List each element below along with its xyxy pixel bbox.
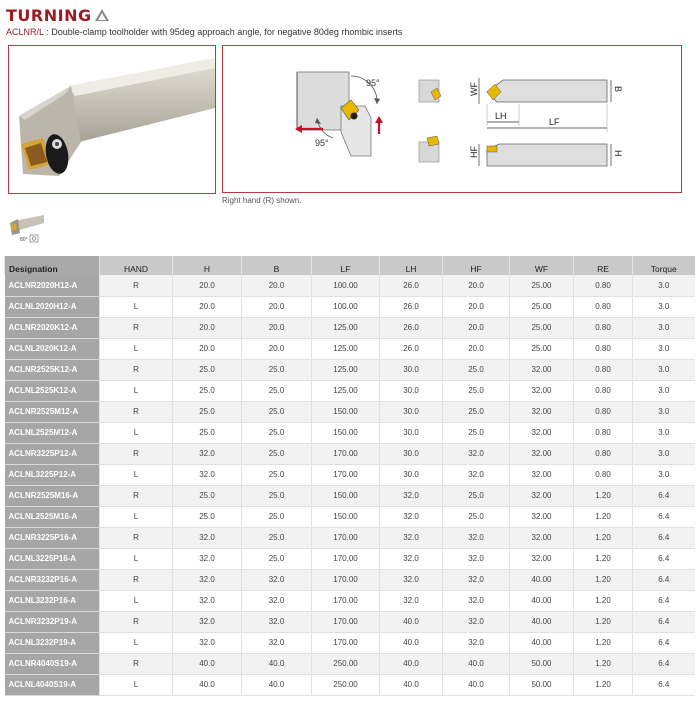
table-body (5, 275, 695, 695)
cell-re: 0.80 (574, 380, 633, 401)
cell-b: 25.0 (242, 359, 312, 380)
cell-lh: 32.0 (380, 548, 443, 569)
cell-lf: 125.00 (312, 380, 380, 401)
cell-lh: 32.0 (380, 590, 443, 611)
cell-hand: R (100, 569, 173, 590)
product-code: ACLNR/L (6, 27, 44, 37)
cell-h: 20.0 (173, 296, 242, 317)
header-lf: LF (312, 256, 380, 275)
dim-wf-label: WF (469, 82, 479, 96)
cell-wf: 40.00 (510, 569, 574, 590)
table-header-row (5, 256, 695, 275)
cell-designation: ACLNL3225P12-A (5, 464, 100, 485)
cell-h: 32.0 (173, 590, 242, 611)
table-row (5, 548, 695, 569)
cell-re: 1.20 (574, 611, 633, 632)
cell-lh: 40.0 (380, 653, 443, 674)
cell-torque: 6.4 (633, 590, 695, 611)
cell-b: 25.0 (242, 527, 312, 548)
table-row (5, 506, 695, 527)
cell-b: 40.0 (242, 674, 312, 695)
cell-h: 40.0 (173, 653, 242, 674)
brand-logo (6, 6, 110, 24)
cell-hand: R (100, 443, 173, 464)
cell-hf: 25.0 (443, 506, 510, 527)
cell-hand: L (100, 464, 173, 485)
spec-table (4, 256, 695, 696)
cell-hf: 40.0 (443, 653, 510, 674)
cell-wf: 40.00 (510, 632, 574, 653)
cell-designation: ACLNL2525M16-A (5, 506, 100, 527)
cell-re: 0.80 (574, 422, 633, 443)
cell-torque: 6.4 (633, 548, 695, 569)
cell-torque: 3.0 (633, 464, 695, 485)
cell-lf: 100.00 (312, 275, 380, 296)
cell-hf: 32.0 (443, 527, 510, 548)
cell-b: 32.0 (242, 569, 312, 590)
table-row (5, 653, 695, 674)
cell-hand: L (100, 590, 173, 611)
cell-re: 0.80 (574, 464, 633, 485)
cell-lh: 26.0 (380, 275, 443, 296)
dim-lf-label: LF (549, 117, 560, 127)
cell-re: 0.80 (574, 443, 633, 464)
header-h: H (173, 256, 242, 275)
table-row (5, 464, 695, 485)
cell-h: 25.0 (173, 359, 242, 380)
cell-h: 32.0 (173, 443, 242, 464)
cell-hf: 20.0 (443, 275, 510, 296)
product-subtitle (6, 27, 402, 37)
cell-hand: R (100, 359, 173, 380)
cell-hf: 25.0 (443, 422, 510, 443)
cell-hf: 32.0 (443, 548, 510, 569)
cell-lh: 30.0 (380, 443, 443, 464)
cell-lf: 250.00 (312, 674, 380, 695)
cell-lf: 100.00 (312, 296, 380, 317)
cell-hand: L (100, 422, 173, 443)
cell-lf: 125.00 (312, 338, 380, 359)
feed-arrow-up-icon (375, 116, 383, 123)
thumb-angle-label: 80° (20, 237, 28, 243)
table-row (5, 611, 695, 632)
cell-lh: 40.0 (380, 611, 443, 632)
cell-hand: R (100, 275, 173, 296)
angle-top-label: 95° (366, 78, 380, 88)
dim-b-label: B (613, 86, 623, 93)
cell-designation: ACLNR2525K12-A (5, 359, 100, 380)
cell-wf: 25.00 (510, 338, 574, 359)
cell-wf: 32.00 (510, 380, 574, 401)
table-row (5, 443, 695, 464)
cell-torque: 3.0 (633, 338, 695, 359)
cell-hand: R (100, 485, 173, 506)
cell-hf: 32.0 (443, 569, 510, 590)
cell-b: 20.0 (242, 317, 312, 338)
top-view-body (487, 80, 607, 102)
cell-hf: 20.0 (443, 317, 510, 338)
cell-hand: R (100, 611, 173, 632)
cell-torque: 6.4 (633, 653, 695, 674)
cell-h: 20.0 (173, 338, 242, 359)
cell-hand: L (100, 548, 173, 569)
cell-re: 1.20 (574, 569, 633, 590)
cell-wf: 40.00 (510, 611, 574, 632)
cell-lh: 32.0 (380, 485, 443, 506)
cell-torque: 6.4 (633, 506, 695, 527)
cell-re: 1.20 (574, 674, 633, 695)
cell-torque: 6.4 (633, 485, 695, 506)
cell-wf: 40.00 (510, 590, 574, 611)
cell-torque: 6.4 (633, 632, 695, 653)
table-row (5, 569, 695, 590)
cell-designation: ACLNL3232P19-A (5, 632, 100, 653)
cell-h: 20.0 (173, 317, 242, 338)
side-view-body (487, 144, 607, 166)
cell-b: 25.0 (242, 443, 312, 464)
cell-h: 20.0 (173, 275, 242, 296)
cell-h: 25.0 (173, 380, 242, 401)
cell-lh: 32.0 (380, 527, 443, 548)
table-row (5, 674, 695, 695)
cell-b: 25.0 (242, 548, 312, 569)
cell-re: 1.20 (574, 485, 633, 506)
cell-torque: 6.4 (633, 674, 695, 695)
cell-lh: 30.0 (380, 359, 443, 380)
cell-designation: ACLNR3232P19-A (5, 611, 100, 632)
cell-designation: ACLNR2525M12-A (5, 401, 100, 422)
cell-lf: 150.00 (312, 401, 380, 422)
cell-hand: R (100, 653, 173, 674)
cell-hf: 25.0 (443, 359, 510, 380)
header-hand: HAND (100, 256, 173, 275)
table-row (5, 527, 695, 548)
cell-hf: 25.0 (443, 485, 510, 506)
cell-lh: 30.0 (380, 401, 443, 422)
cell-lf: 170.00 (312, 548, 380, 569)
technical-diagram-panel (222, 45, 682, 193)
cell-wf: 25.00 (510, 275, 574, 296)
cell-lh: 32.0 (380, 569, 443, 590)
cell-b: 20.0 (242, 338, 312, 359)
cell-wf: 25.00 (510, 317, 574, 338)
cell-wf: 50.00 (510, 653, 574, 674)
cell-h: 32.0 (173, 569, 242, 590)
cell-hand: R (100, 527, 173, 548)
cell-hand: R (100, 317, 173, 338)
cell-designation: ACLNL2525M12-A (5, 422, 100, 443)
cell-re: 1.20 (574, 590, 633, 611)
cell-designation: ACLNL2525K12-A (5, 380, 100, 401)
cell-torque: 3.0 (633, 296, 695, 317)
cell-re: 0.80 (574, 317, 633, 338)
brand-name: TURNING (6, 5, 92, 25)
cell-designation: ACLNR2020K12-A (5, 317, 100, 338)
cell-torque: 3.0 (633, 359, 695, 380)
cell-b: 40.0 (242, 653, 312, 674)
cell-torque: 3.0 (633, 443, 695, 464)
cell-designation: ACLNL4040S19-A (5, 674, 100, 695)
cell-torque: 3.0 (633, 380, 695, 401)
table-row (5, 632, 695, 653)
angle-bottom-label: 95° (315, 138, 329, 148)
cell-hf: 25.0 (443, 401, 510, 422)
cell-wf: 32.00 (510, 359, 574, 380)
cell-hf: 20.0 (443, 338, 510, 359)
cell-hand: L (100, 380, 173, 401)
cell-b: 32.0 (242, 632, 312, 653)
cell-torque: 3.0 (633, 422, 695, 443)
table-row (5, 338, 695, 359)
dim-lh-label: LH (495, 111, 507, 121)
cell-lf: 150.00 (312, 422, 380, 443)
cell-b: 25.0 (242, 380, 312, 401)
cell-wf: 32.00 (510, 443, 574, 464)
cell-hf: 32.0 (443, 632, 510, 653)
cell-designation: ACLNR3225P16-A (5, 527, 100, 548)
cell-h: 25.0 (173, 422, 242, 443)
cell-lf: 170.00 (312, 611, 380, 632)
cell-hand: L (100, 296, 173, 317)
cell-wf: 32.00 (510, 548, 574, 569)
cell-torque: 6.4 (633, 611, 695, 632)
dim-h-label: H (613, 150, 623, 157)
cell-torque: 3.0 (633, 275, 695, 296)
cell-designation: ACLNL2020K12-A (5, 338, 100, 359)
cell-wf: 50.00 (510, 674, 574, 695)
cell-re: 1.20 (574, 632, 633, 653)
cell-h: 25.0 (173, 485, 242, 506)
cell-wf: 25.00 (510, 296, 574, 317)
cell-lh: 26.0 (380, 317, 443, 338)
cell-re: 1.20 (574, 653, 633, 674)
triangle-logo-icon (94, 8, 110, 22)
diagram-caption: Right hand (R) shown. (222, 196, 302, 205)
cell-b: 20.0 (242, 275, 312, 296)
cell-designation: ACLNR3225P12-A (5, 443, 100, 464)
cell-lh: 40.0 (380, 632, 443, 653)
cell-b: 25.0 (242, 506, 312, 527)
cell-designation: ACLNR4040S19-A (5, 653, 100, 674)
cell-torque: 6.4 (633, 527, 695, 548)
header-torque: Torque (633, 256, 695, 275)
cell-lh: 26.0 (380, 296, 443, 317)
cell-re: 0.80 (574, 338, 633, 359)
header-re: RE (574, 256, 633, 275)
cell-lh: 30.0 (380, 380, 443, 401)
table-row (5, 275, 695, 296)
product-photo-panel (8, 45, 216, 194)
header-wf: WF (510, 256, 574, 275)
cell-h: 32.0 (173, 548, 242, 569)
table-row (5, 485, 695, 506)
cell-hand: L (100, 506, 173, 527)
cell-hf: 32.0 (443, 590, 510, 611)
cell-h: 32.0 (173, 611, 242, 632)
cell-wf: 32.00 (510, 464, 574, 485)
cell-h: 32.0 (173, 632, 242, 653)
cell-lf: 170.00 (312, 464, 380, 485)
table-row (5, 590, 695, 611)
cell-torque: 6.4 (633, 569, 695, 590)
cell-re: 1.20 (574, 506, 633, 527)
cell-torque: 3.0 (633, 317, 695, 338)
cell-lf: 125.00 (312, 359, 380, 380)
cell-lf: 125.00 (312, 317, 380, 338)
cell-hand: L (100, 632, 173, 653)
cell-lh: 30.0 (380, 422, 443, 443)
cell-lh: 26.0 (380, 338, 443, 359)
cell-wf: 32.00 (510, 422, 574, 443)
cell-lf: 150.00 (312, 485, 380, 506)
dim-hf-label: HF (469, 146, 479, 158)
table-row (5, 359, 695, 380)
cell-designation: ACLNR3232P16-A (5, 569, 100, 590)
header-hf: HF (443, 256, 510, 275)
cell-h: 40.0 (173, 674, 242, 695)
cell-lh: 40.0 (380, 674, 443, 695)
cell-re: 1.20 (574, 548, 633, 569)
cell-lf: 170.00 (312, 569, 380, 590)
cell-wf: 32.00 (510, 401, 574, 422)
table-row (5, 296, 695, 317)
table-row (5, 422, 695, 443)
table-row (5, 380, 695, 401)
cell-designation: ACLNR2525M16-A (5, 485, 100, 506)
cell-wf: 32.00 (510, 527, 574, 548)
cell-designation: ACLNR2020H12-A (5, 275, 100, 296)
cell-b: 25.0 (242, 464, 312, 485)
cell-b: 25.0 (242, 401, 312, 422)
cell-h: 32.0 (173, 464, 242, 485)
cell-hand: L (100, 674, 173, 695)
cell-h: 32.0 (173, 527, 242, 548)
table-row (5, 401, 695, 422)
cell-h: 25.0 (173, 401, 242, 422)
cell-lf: 170.00 (312, 443, 380, 464)
cell-b: 32.0 (242, 611, 312, 632)
cell-h: 25.0 (173, 506, 242, 527)
cell-hf: 20.0 (443, 296, 510, 317)
cell-re: 0.80 (574, 359, 633, 380)
header-lh: LH (380, 256, 443, 275)
cell-lf: 170.00 (312, 632, 380, 653)
cell-b: 32.0 (242, 590, 312, 611)
cell-hf: 32.0 (443, 443, 510, 464)
cell-wf: 32.00 (510, 485, 574, 506)
dimension-diagram (223, 46, 681, 192)
cell-lf: 150.00 (312, 506, 380, 527)
cell-re: 0.80 (574, 296, 633, 317)
insert-thumbnail (8, 207, 46, 243)
cell-lh: 32.0 (380, 506, 443, 527)
cell-lf: 170.00 (312, 527, 380, 548)
cell-hf: 32.0 (443, 464, 510, 485)
cell-designation: ACLNL3225P16-A (5, 548, 100, 569)
cell-re: 0.80 (574, 275, 633, 296)
cell-wf: 32.00 (510, 506, 574, 527)
cell-lf: 250.00 (312, 653, 380, 674)
cell-re: 0.80 (574, 401, 633, 422)
cell-torque: 3.0 (633, 401, 695, 422)
cell-lf: 170.00 (312, 590, 380, 611)
header-designation: Designation (5, 256, 100, 275)
cell-b: 20.0 (242, 296, 312, 317)
cell-hf: 32.0 (443, 611, 510, 632)
header-b: B (242, 256, 312, 275)
cell-hf: 40.0 (443, 674, 510, 695)
cell-re: 1.20 (574, 527, 633, 548)
toolholder-thumb-icon (8, 207, 46, 243)
toolholder-photo (9, 46, 215, 193)
cell-designation: ACLNL2020H12-A (5, 296, 100, 317)
cell-hand: L (100, 338, 173, 359)
cell-b: 25.0 (242, 422, 312, 443)
cell-designation: ACLNL3232P16-A (5, 590, 100, 611)
product-description: : Double-clamp toolholder with 95deg approach angle, for negative 80deg rhombic inserts (43, 27, 403, 37)
cell-lh: 30.0 (380, 464, 443, 485)
table-row (5, 317, 695, 338)
cell-hand: R (100, 401, 173, 422)
cell-b: 25.0 (242, 485, 312, 506)
cell-hf: 25.0 (443, 380, 510, 401)
